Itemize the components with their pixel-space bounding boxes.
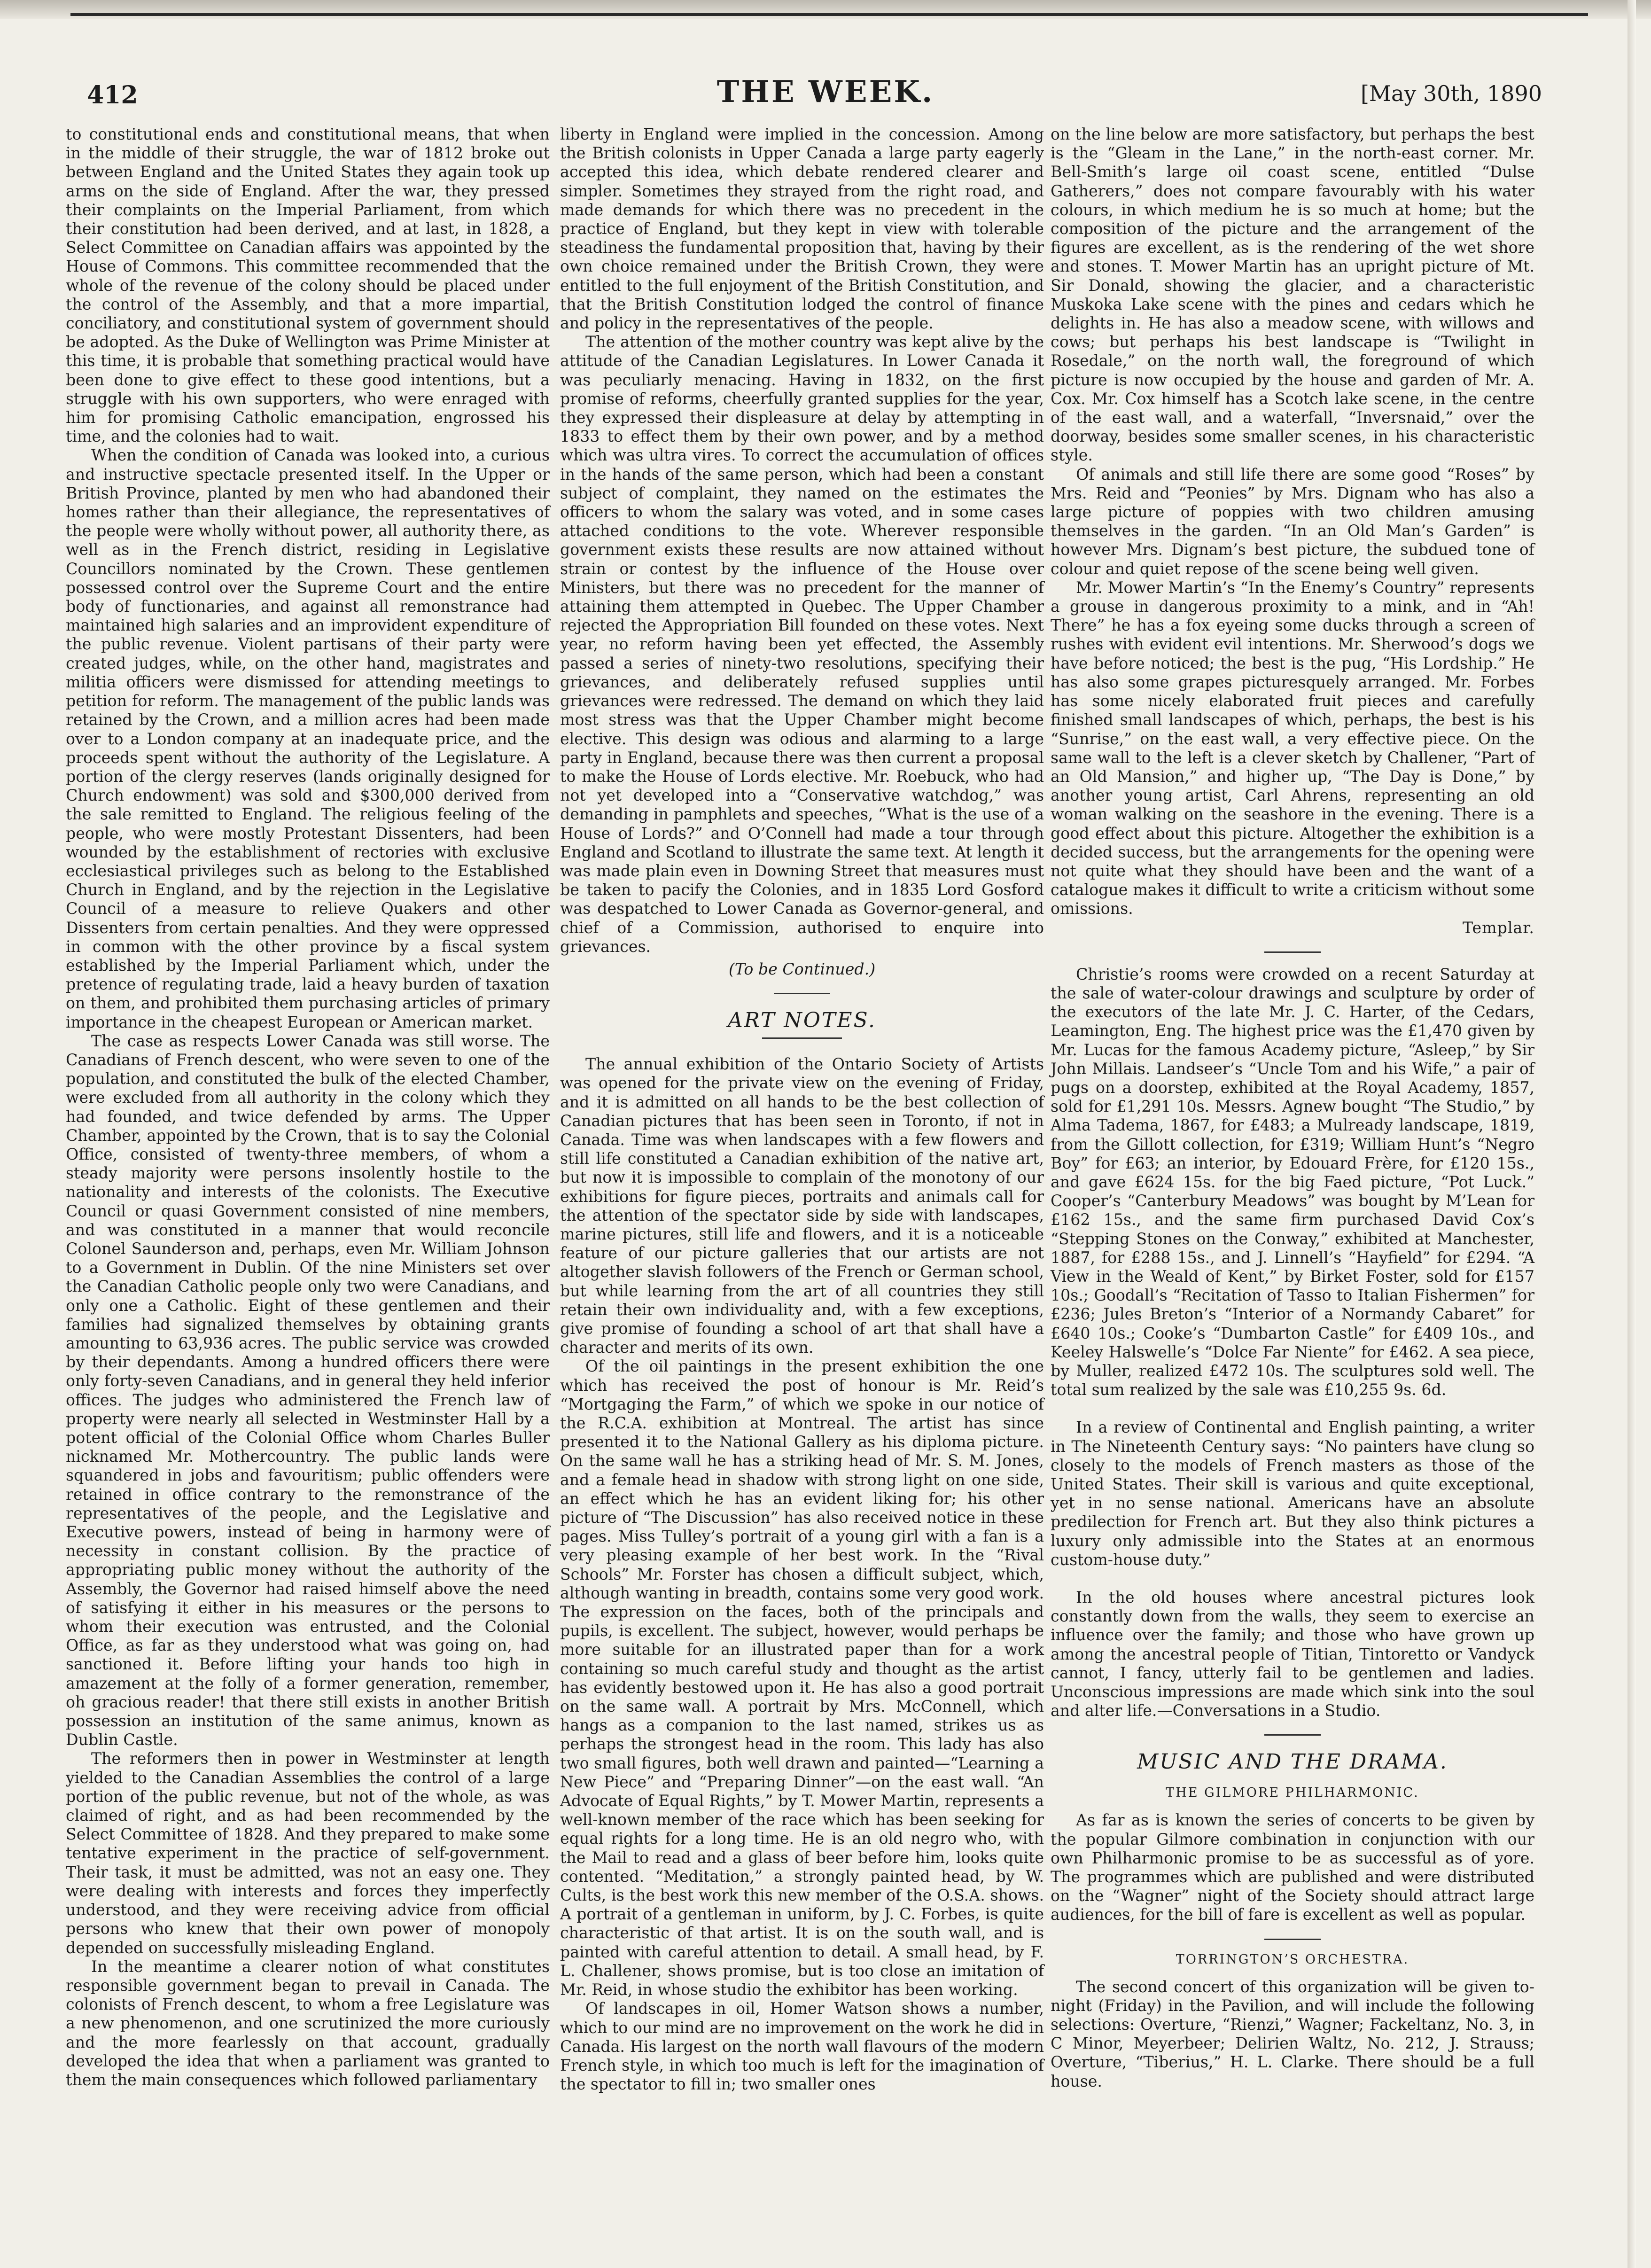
to-be-continued: (To be Continued.) [728, 959, 876, 978]
paragraph: Mr. Mower Martin’s “In the Enemy’s Country” represents a grouse in dangerous proximity to a mink, and in “Ah! There” he has a fox eyeing some ducks through a screen of rushes with evident evil intentions. Mr. Sherwood’s dogs we have before noticed; the best is the pug, “His Lordship.” He has also some grapes picturesquely arranged. Mr. Forbes has some nicely elaborated fruit pieces and carefully finished small landscapes of which, perhaps, the best is his “Sunrise,” on the east wall, a very effective piece. On the same wall to the left is a clever sketch by Challener, “Part of an Old Mansion,” and higher up, “The Day is Done,” by another young artist, Carl Ahrens, representing an old woman walking on the seashore in the evening. There is a good effect about this picture. Altogether the exhibition is a decided success, but the arrangements for the opening were not quite what they should have been and the want of a catalogue makes it difficult to write a criticism without some omissions. [1051, 578, 1534, 918]
subheading: THE GILMORE PHILHARMONIC. [1166, 1785, 1419, 1800]
paragraph: on the line below are more satisfactory, but perhaps the best is the “Gleam in the Lane,” in the north-east corner. Mr. Bell-Smith’s large oil coast scene, entitled “Dulse Gatherers,” does not compare favourably with his water colours, in which medium he is so much at home; but the composition of the picture and the arrangement of the figures are excellent, as is the rendering of the wet shore and stones. T. Mower Martin has an upright picture of Mt. Sir Donald, showing the glacier, and a characteristic Muskoka Lake scene with the pines and cedars which he delights in. He has also a meadow scene, with willows and cows; but perhaps his best landscape is “Twilight in Rosedale,” on the north wall, the foreground of which picture is now occupied by the house and garden of Mr. A. Cox. Mr. Cox himself has a Scotch lake scene, in the centre of the east wall, and a waterfall, “Inversnaid,” over the doorway, besides some smaller scenes, in his characteristic style. [1051, 125, 1534, 465]
paragraph: The annual exhibition of the Ontario Society of Artists was opened for the private view on the evening of Friday, and it is admitted on all hands to be the best collection of Canadian pictures that has been seen in Toronto, if not in Canada. Time was when landscapes with a few flowers and still life constituted a Canadian exhibition of the native art, but now it is impossible to complain of the monotony of our exhibitions for figure pieces, portraits and animals call for the attention of the spectator side by side with landscapes, marine pictures, still life and flowers, and it is a noticeable feature of our picture galleries that our artists are not altogether slavish followers of the French or German school, but while learning from the art of all countries they still retain their own individuality and, with a few exceptions, give promise of founding a school of art that shall have a character and merits of its own. [560, 1055, 1044, 1357]
paragraph: In the meantime a clearer notion of what constitutes responsible government began to prevail in Canada. The colonists of French descent, to whom a free Legislature was a new phenomenon, and one scrutinized the more curiously and the more fearlessly on that account, gradually developed the idea that when a parliament was granted to them the main consequences which followed parliamentary [66, 1957, 550, 2089]
divider [762, 1037, 842, 1039]
column-1 [66, 125, 550, 2089]
paragraph: The second concert of this organization will be given to-night (Friday) in the Pavilion, and will include the following selections: Overture, “Rienzi,” Wagner; Fackeltanz, No. 3, in C Minor, Meyerbeer; Delirien Waltz, No. 212, J. Strauss; Overture, “Tiberius,” H. L. Clarke. There should be a full house. [1051, 1977, 1534, 2090]
author-signature: Templar. [1462, 918, 1534, 937]
divider [774, 993, 830, 994]
paragraph: In the old houses where ancestral pictures look constantly down from the walls, they seem to exercise an influence over the family; and those who have grown up among the ancestral people of Titian, Tintoretto or Vandyck cannot, I fancy, utterly fail to be gentlemen and ladies. Unconscious impressions are made which sink into the soul and alter life.—Conversations in a Studio. [1051, 1588, 1534, 1720]
section-heading-music: MUSIC AND THE DRAMA. [1137, 1750, 1448, 1774]
paragraph: Christie’s rooms were crowded on a recent Saturday at the sale of water-colour drawings and sculpture by order of the executors of the late Mr. J. C. Harter, of the Cedars, Leamington, Eng. The highest price was the £1,470 given by Mr. Lucas for the famous Academy picture, “Asleep,” by Sir John Millais. Landseer’s “Uncle Tom and his Wife,” a pair of pugs on a doorstep, exhibited at the Royal Academy, 1857, sold for £1,291 10s. Messrs. Agnew bought “The Studio,” by Alma Tadema, 1867, for £483; a Mulready landscape, 1819, from the Gillott collection, for £319; William Hunt’s “Negro Boy” for £63; an interior, by Edouard Frère, for £120 15s., and gave £624 15s. for the big Faed picture, “Pot Luck.” Cooper’s “Canterbury Meadows” was bought by M’Lean for £162 15s., and the same firm purchased David Cox’s “Stepping Stones on the Conway,” exhibited at Manchester, 1887, for £288 15s., and J. Linnell’s “Hayfield” for £294. “A View in the Weald of Kent,” by Birket Foster, sold for £157 10s.; Goodall’s “Recitation of Tasso to Italian Fishermen” for £236; Jules Breton’s “Interior of a Normandy Cabaret” for £640 10s.; Cooke’s “Dumbarton Castle” for £409 10s., and Keeley Halswelle’s “Dolce Far Niente” for £462. A sea piece, by Muller, realized £472 10s. The sculptures sold well. The total sum realized by the sale was £10,255 9s. 6d. [1051, 965, 1534, 1399]
paragraph: Of the oil paintings in the present exhibition the one which has received the post of honour is Mr. Reid’s “Mortgaging the Farm,” of which we spoke in our notice of the R.C.A. exhibition at Montreal. The artist has since presented it to the National Gallery as his diploma picture. On the same wall he has a striking head of Mr. S. M. Jones, and a female head in shadow with strong light on one side, an effect which he has an evident liking for; his other picture of “The Discussion” has also received notice in these pages. Miss Tulley’s portrait of a young girl with a fan is a very pleasing example of her best work. In the “Rival Schools” Mr. Forster has chosen a difficult subject, which, although wanting in breadth, contains some very good work. The expression on the faces, both of the principals and pupils, is excellent. The subject, however, would perhaps be more suitable for an illustrated paper than for a work containing so much careful study and thought as the artist has evidently bestowed upon it. He has also a good portrait on the same wall. A portrait by Mrs. McConnell, which hangs as a companion to the last named, strikes us as perhaps the strongest head in the room. This lady has also two small figures, both well drawn and painted—“Learning a New Piece” and “Preparing Dinner”—on the east wall. “An Advocate of Equal Rights,” by T. Mower Martin, represents a well-known member of the race which has been seeking for equal rights for a long time. He is an old negro who, with the Mail to read and a glass of beer before him, looks quite contented. “Meditation,” a strongly painted head, by W. Cults, is the best work this new member of the O.S.A. shows. A portrait of a gentleman in uniform, by J. C. Forbes, is quite characteristic of that artist. It is on the south wall, and is painted with careful attention to detail. A small head, by F. L. Challener, shows promise, but is too close an imitation of Mr. Reid, in whose studio the exhibitor has been working. [560, 1357, 1044, 1999]
divider [1264, 1734, 1321, 1736]
issue-date: [May 30th, 1890 [1360, 81, 1542, 106]
paragraph: Of animals and still life there are some good “Roses” by Mrs. Reid and “Peonies” by Mrs. Dignam who has also a large picture of poppies with two children amusing themselves in the garden. “In an Old Man’s Garden” is however Mrs. Dignam’s best picture, the subdued tone of colour and quiet repose of the scene being well given. [1051, 465, 1534, 578]
column-3 [1051, 125, 1534, 2091]
binding-edge [1628, 0, 1636, 2268]
divider [1264, 1939, 1321, 1940]
paragraph: As far as is known the series of concerts to be given by the popular Gilmore combination in conjunction with our own Philharmonic promise to be as successful as of yore. The programmes which are published and were distributed on the “Wagner” night of the Society should attract large audiences, for the bill of fare is excellent as well as popular. [1051, 1811, 1534, 1924]
page-number: 412 [87, 81, 138, 109]
subheading: TORRINGTON’S ORCHESTRA. [1176, 1952, 1410, 1967]
paragraph: In a review of Continental and English painting, a writer in The Nineteenth Century says: “No painters have clung so closely to the models of French masters as those of the United States. Their skill is various and quite exceptional, yet in no sense national. Americans have an absolute predilection for French art. But they also think pictures a luxury only admissible into the States at an enormous custom-house duty.” [1051, 1418, 1534, 1569]
paragraph: The case as respects Lower Canada was still worse. The Canadians of French descent, who were seven to one of the population, and constituted the bulk of the elected Chamber, were excluded from all authority in the colony which they had founded, and twice defended by arms. The Upper Chamber, appointed by the Crown, that is to say the Colonial Office, consisted of twenty-three members, of whom a steady majority were persons insolently hostile to the nationality and interests of the colonists. The Executive Council or quasi Government consisted of nine members, and was constituted in a manner that would reconcile Colonel Saunderson and, perhaps, even Mr. William Johnson to a Government in Dublin. Of the nine Ministers set over the Canadian Catholic people only two were Canadians, and only one a Catholic. Eight of these gentlemen and their families had signalized themselves by obtaining grants amounting to 63,936 acres. The public service was crowded by their dependants. Among a hundred officers there were only forty-seven Canadians, and in general they held inferior offices. The judges who administered the French law of property were nearly all selected in Westminster Hall by a potent official of the Colonial Office whom Charles Buller nicknamed Mr. Mothercountry. The public lands were squandered in jobs and favouritism; public offenders were retained in office contrary to the remonstrance of the representatives of the people, and the Legislative and Executive powers, instead of being in harmony were of necessity in constant collision. By the practice of appropriating public money without the authority of the Assembly, the Governor had raised himself above the need of satisfying it either in his measures or the persons to whom their execution was entrusted, and the Colonial Office, as far as they understood what was going on, had sanctioned it. Before lifting your hands too high in amazement at the folly of a former generation, remember, oh gracious reader! that there still exists in another British possession an institution of the same animus, known as Dublin Castle. [66, 1031, 550, 1749]
page-top-edge [0, 0, 1651, 19]
paragraph: When the condition of Canada was looked into, a curious and instructive spectacle presented itself. In the Upper or British Province, planted by men who had abandoned their homes rather than their allegiance, the representatives of the people were wholly without power, all authority there, as well as in the French district, residing in Legislative Councillors nominated by the Crown. These gentlemen possessed control over the Supreme Court and the entire body of functionaries, and against all remonstrance had maintained high salaries and an improvident expenditure of the public revenue. Violent partisans of their party were created judges, while, on the other hand, magistrates and militia officers were dismissed for attending meetings to petition for reform. The management of the public lands was retained by the Crown, and a million acres had been made over to a London company at an inadequate price, and the proceeds spent without the authority of the Legislature. A portion of the clergy reserves (lands originally designed for Church endowment) was sold and $300,000 derived from the sale remitted to England. The religious feeling of the people, who were mostly Protestant Dissenters, had been wounded by the establishment of rectories with exclusive ecclesiastical privileges such as belong to the Established Church in England, and by the rejection in the Legislative Council of a measure to relieve Quakers and other Dissenters from certain penalties. And they were oppressed in common with the other province by a fiscal system established by the Imperial Parliament which, under the pretence of regulating trade, laid a heavy burden of taxation on them, and prohibited them purchasing articles of primary importance in the cheapest European or American market. [66, 446, 550, 1031]
publication-title: THE WEEK. [716, 74, 935, 109]
column-2 [560, 125, 1044, 2094]
paragraph: The reformers then in power in Westminster at length yielded to the Canadian Assemblies the control of a large portion of the public revenue, but not of the whole, as was claimed of right, and as had been recommended by the Select Committee of 1828. And they prepared to make some tentative experiment in the practice of self-government. Their task, it must be admitted, was not an easy one. They were dealing with interests and forces they imperfectly understood, and they were receiving advice from official persons who knew that their own power of monopoly depended on successfully misleading England. [66, 1749, 550, 1957]
section-heading-art-notes: ART NOTES. [727, 1008, 877, 1033]
divider [1264, 951, 1321, 953]
top-rule [70, 13, 1588, 16]
paragraph: Of landscapes in oil, Homer Watson shows a number, which to our mind are no improvement on the work he did in Canada. His largest on the north wall flavours of the modern French style, in which too much is left for the imagination of the spectator to fill in; two smaller ones [560, 1999, 1044, 2094]
paragraph: The attention of the mother country was kept alive by the attitude of the Canadian Legislatures. In Lower Canada it was peculiarly menacing. Having in 1832, on the first promise of reforms, cheerfully granted supplies for the year, they expressed their displeasure at delay by attempting in 1833 to effect them by their own power, and by a method which was ultra vires. To correct the accumulation of offices in the hands of the same person, which had been a constant subject of complaint, they named on the estimates the officers to whom the salary was voted, and in some cases attached conditions to the vote. Wherever responsible government exists these results are now attained without strain or contest by the influence of the House over Ministers, but there was no precedent for the manner of attaining them attempted in Quebec. The Upper Chamber rejected the Appropriation Bill founded on these votes. Next year, no reform having been yet effected, the Assembly passed a series of ninety-two resolutions, specifying their grievances, and deliberately refused supplies until grievances were redressed. The demand on which they laid most stress was that the Upper Chamber might become elective. This design was odious and alarming to a large party in England, because there was then current a proposal to make the House of Lords elective. Mr. Roebuck, who had not yet developed into a “Conservative watchdog,” was demanding in pamphlets and speeches, “What is the use of a House of Lords?” and O’Connell had made a tour through England and Scotland to illustrate the same text. At length it was made plain even in Downing Street that measures must be taken to pacify the Colonies, and in 1835 Lord Gosford was despatched to Lower Canada as Governor-general, and chief of a Commission, authorised to enquire into grievances. [560, 333, 1044, 956]
paragraph: liberty in England were implied in the concession. Among the British colonists in Upper Canada a large party eagerly accepted this idea, which debate rendered clearer and simpler. Sometimes they strayed from the right road, and made demands for which there was no precedent in the practice of England, but they kept in view with tolerable steadiness the fundamental proposition that, having by their own choice remained under the British Crown, they were entitled to the full enjoyment of the British Constitution, and that the British Constitution lodged the control of finance and policy in the representatives of the people. [560, 125, 1044, 333]
paragraph: to constitutional ends and constitutional means, that when in the middle of their struggle, the war of 1812 broke out between England and the United States they again took up arms on the side of England. After the war, they pressed their complaints on the Imperial Parliament, from which their constitution had been derived, and at last, in 1828, a Select Committee on Canadian affairs was appointed by the House of Commons. This committee recommended that the whole of the revenue of the colony should be placed under the control of the Assembly, and that a more impartial, conciliatory, and constitutional system of government should be adopted. As the Duke of Wellington was Prime Minister at this time, it is probable that something practical would have been done to give effect to these good intentions, but a struggle with his own supporters, who were enraged with him for promising Catholic emancipation, engrossed his time, and the colonies had to wait. [66, 125, 550, 446]
